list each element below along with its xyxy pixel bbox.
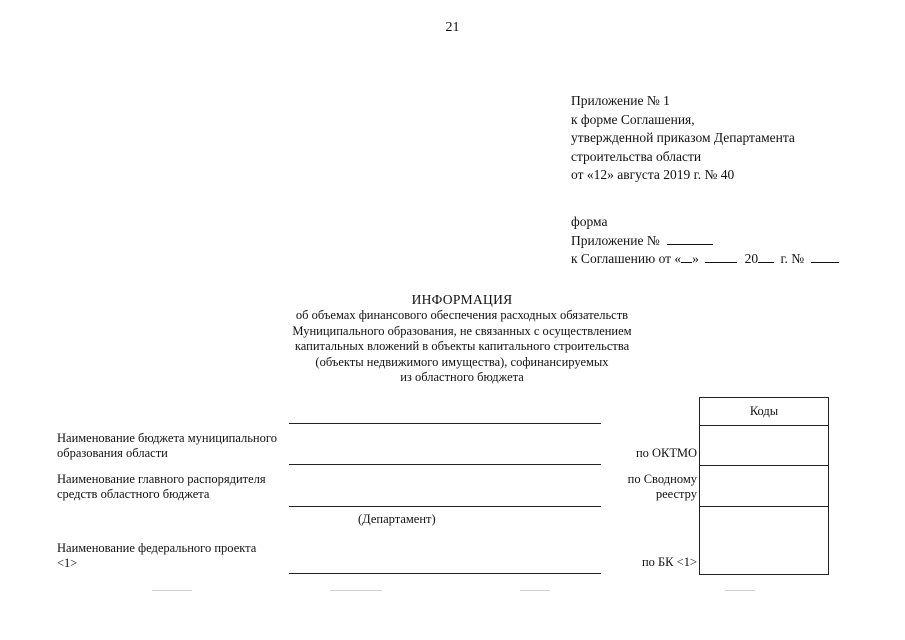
scan-artifact (725, 590, 755, 591)
scan-artifact (330, 590, 382, 591)
top-field-line[interactable] (289, 423, 601, 424)
oktmo-code-cell[interactable] (700, 425, 828, 466)
agreement-year-prefix: 20 (744, 251, 759, 266)
registry-label (628, 472, 697, 502)
title-line: из областного бюджета (400, 370, 524, 384)
document-title-block (270, 292, 654, 386)
appendix-line: Приложение № 1 (571, 93, 670, 108)
title-line: капитальных вложений в объекты капитального строительства (294, 339, 630, 353)
oktmo-label: по ОКТМО (635, 446, 697, 460)
appendix-approval-block (571, 92, 795, 185)
form-agreement-line (571, 250, 839, 269)
manager-name-label (57, 472, 266, 502)
budget-name-label (57, 431, 277, 461)
registry-code-cell[interactable] (700, 465, 828, 507)
scan-artifact (152, 590, 192, 591)
agreement-day-blank[interactable] (681, 250, 692, 263)
title-line: (объекты недвижимого имущества), софинансируемых (315, 354, 609, 369)
appendix-line: строительства области (571, 148, 702, 164)
appendix-line: утвержденной приказом Департамента (571, 130, 795, 145)
scan-artifact (520, 590, 550, 591)
project-name-label-line: Наименование федерального проекта (57, 541, 257, 555)
codes-header: Коды (700, 398, 828, 426)
registry-label-line: реестру (655, 487, 697, 501)
manager-name-label-line: Наименование главного распорядителя (57, 472, 266, 486)
project-name-field-line[interactable] (289, 573, 601, 574)
registry-label-line: по Сводному (627, 472, 697, 486)
page-number: 21 (445, 20, 460, 35)
agreement-quote-close: » (692, 251, 699, 266)
agreement-year-blank[interactable] (758, 250, 774, 263)
document-title: ИНФОРМАЦИЯ (411, 292, 513, 307)
project-name-label (57, 541, 256, 571)
budget-name-label-line: Наименование бюджета муниципального (57, 431, 277, 445)
department-note: (Департамент) (358, 512, 436, 526)
budget-name-label-line: образования области (57, 446, 168, 460)
agreement-prefix: к Соглашению от « (571, 251, 682, 266)
appendix-line: к форме Соглашения, (571, 111, 695, 127)
form-appendix-number-line (571, 232, 839, 251)
form-appendix-block (571, 213, 839, 269)
title-line: Муниципального образования, не связанных с осуществлением (292, 323, 632, 338)
project-name-label-line: <1> (57, 556, 78, 570)
appendix-number-blank[interactable] (667, 232, 713, 245)
form-appendix-prefix: Приложение № (571, 232, 660, 248)
agreement-year-suffix: г. № (780, 251, 805, 266)
budget-name-field-line[interactable] (289, 464, 601, 465)
bk-label: по БК <1> (641, 555, 697, 569)
agreement-month-blank[interactable] (705, 250, 737, 263)
title-line: об объемах финансового обеспечения расходных обязательств (295, 308, 629, 322)
codes-table (699, 397, 829, 575)
agreement-number-blank[interactable] (811, 250, 839, 263)
appendix-line: от «12» августа 2019 г. № 40 (571, 167, 735, 182)
manager-name-field-line[interactable] (289, 506, 601, 507)
form-label: форма (571, 214, 608, 229)
manager-name-label-line: средств областного бюджета (57, 487, 210, 501)
